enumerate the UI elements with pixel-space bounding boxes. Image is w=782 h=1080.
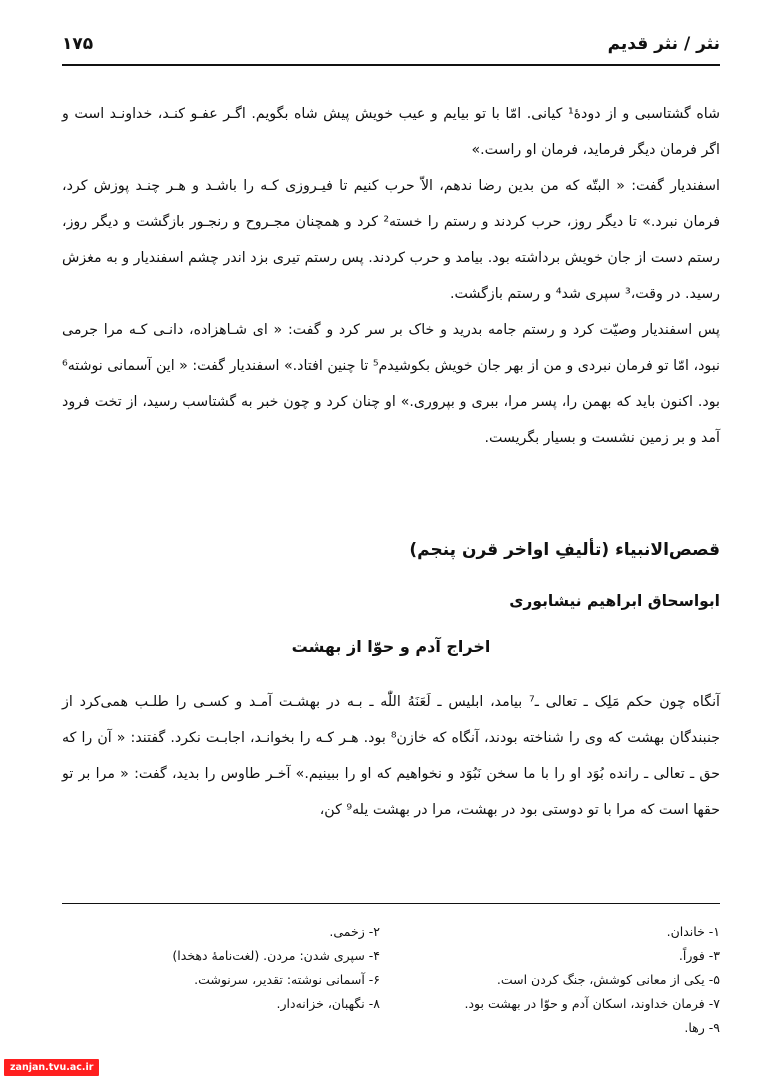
page-number: ۱۷۵	[62, 34, 94, 54]
footnote: ۶- آسمانی نوشته: تقدیر، سرنوشت.	[194, 972, 380, 987]
chapter-heading: اخراج آدم و حوّا از بهشت	[291, 637, 491, 656]
paragraph: آنگاه چون حکم مَلِک ـ تعالی ـ⁷ بیامد، ابلیس ـ لَعَنَهُ اللّٰه ـ بـه در بهشـت آمـد و کسـی را طلـب همی‌کرد از جنبندگان بهشت که وی را شناخته بودند، آنگاه که خازن⁸ بود. هـر کـه را بخوانـد، اجابـت نکرد. گفتند: « آن را که حق ـ تعالی ـ رانده بُوَد او را با ما سخن نَبُوَد و نخواهیم که او را ببینیم.» آخـر طاوس را بدید، گفت: « مرا بر تو حقها است که مرا با تو دوستی بود در بهشت، مرا در بهشت یله⁹ کن،	[62, 694, 720, 818]
book-heading: قصص‌الانبیاء (تألیفِ اواخر قرن پنجم)	[409, 540, 720, 560]
paragraph: اسفندیار گفت: « البتّه که من بدین رضا ندهم، الاّ حرب کنیم تا فیـروزی کـه را باشـد و هـر چنـد پوزش کرد، فرمان نبرد.» تا دیگر روز، حرب کردند و رستم را خسته² کرد و همچنان مجـروح و رنجـور بازگشت و دیگر روز، رستم دست از جان خویش برداشته بود. بیامد و حرب کردند. پس رستم تیری بزد اندر چشم اسفندیار و به مغزش رسید. در وقت،³ سپری شد⁴ و رستم بازگشت.	[62, 178, 720, 302]
author-heading: ابواسحاق ابراهیم نیشابوری	[509, 592, 720, 610]
running-title: نثر / نثر قدیم	[607, 34, 720, 54]
footnote: ۲- زخمی.	[329, 924, 380, 939]
footnote: ۷- فرمان خداوند، اسکان آدم و حوّا در بهشت بود.	[464, 996, 720, 1011]
footnote: ۴- سپری شدن: مردن. (لغت‌نامهٔ دهخدا)	[172, 948, 380, 963]
footnotes-left-column	[50, 920, 380, 1016]
footnote: ۹- رها.	[684, 1020, 720, 1035]
footnote: ۸- نگهبان، خزانه‌دار.	[276, 996, 380, 1011]
section-2-text	[62, 684, 720, 828]
footnote: ۵- یکی از معانی کوشش، جنگ کردن است.	[496, 972, 720, 987]
paragraph: پس اسفندیار وصیّت کرد و رستم جامه بدرید و خاک بر سر کرد و گفت: « ای شـاهزاده، دانـی کـه مرا جرمی نبود، امّا تو فرمان نبردی و من از بهر جان خویش بکوشیدم⁵ تا چنین افتاد.» اسفندیار گفت: « این آسمانی نوشته⁶ بود. اکنون باید که بهمن را، پسر مرا، ببری و بپروری.» او چنان کرد و چون خبر به گشتاسب رسید، از تخت فرود آمد و بر زمین نشست و بسیار بگریست.	[62, 322, 720, 446]
site-watermark: zanjan.tvu.ac.ir	[4, 1059, 99, 1076]
section-1-text	[62, 96, 720, 456]
footnotes-right-column	[390, 920, 720, 1040]
paragraph: شاه گشتاسبی و از دودهٔ¹ کیانی. امّا با تو بیایم و عیب خویش پیش شاه بگویم. اگـر عفـو کنـد، خداونـد است و اگر فرمان دیگر فرماید، فرمان او راست.»	[62, 106, 720, 158]
footnote: ۳- فوراً.	[678, 948, 720, 963]
footnote-divider	[62, 903, 720, 904]
footnote: ۱- خاندان.	[666, 924, 720, 939]
page-header	[62, 30, 720, 66]
